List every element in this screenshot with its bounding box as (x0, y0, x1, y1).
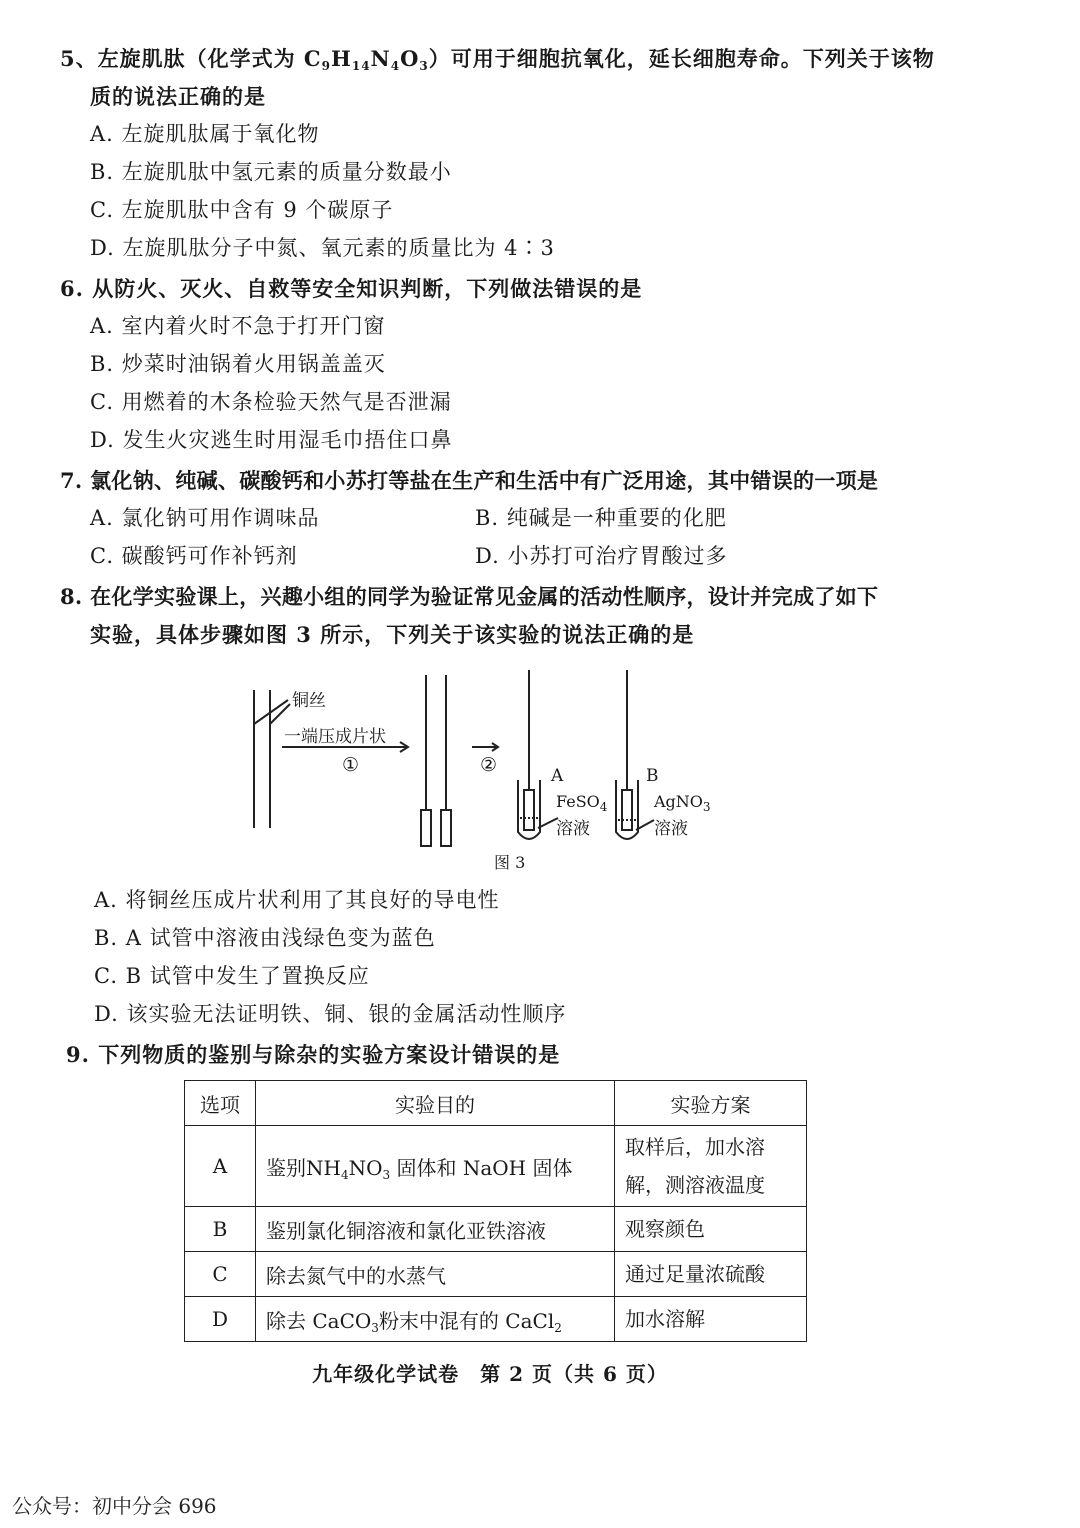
q8-option-c: C. B 试管中发生了置换反应 (94, 964, 370, 988)
row-plan: 通过足量浓硫酸 (615, 1252, 807, 1297)
watermark: 公众号：初中分会 696 (12, 1494, 217, 1518)
q8-stem-line2: 实验，具体步骤如图 3 所示，下列关于该实验的说法正确的是 (90, 622, 695, 647)
solution-a-formula: FeSO$_4$ (556, 792, 608, 814)
q7-stem: 7. 氯化钠、纯碱、碳酸钙和小苏打等盐在生产和生活中有广泛用途，其中错误的一项是 (60, 468, 879, 493)
q5-option-c: C. 左旋肌肽中含有 9 个碳原子 (90, 198, 394, 222)
solution-b-formula: AgNO$_3$ (654, 792, 711, 814)
q9-stem: 9. 下列物质的鉴别与除杂的实验方案设计错误的是 (66, 1042, 561, 1067)
q7-option-c: C. 碳酸钙可作补钙剂 (90, 544, 298, 568)
row-plan: 观察颜色 (615, 1207, 807, 1252)
tube-a-plate (524, 790, 534, 830)
figure-caption: 图 3 (494, 853, 526, 872)
row-goal: 除去 CaCO$_3$粉末中混有的 CaCl$_2$ (256, 1297, 615, 1342)
table-header-row (185, 1081, 807, 1126)
row-option: D (185, 1297, 256, 1342)
table-header: 选项 (185, 1081, 256, 1126)
q6-option-b: B. 炒菜时油锅着火用锅盖盖灭 (90, 352, 386, 376)
step-2-number: ② (480, 754, 498, 776)
flattened-end-right (441, 810, 451, 846)
table-row (185, 1207, 807, 1252)
solution-a-word: 溶液 (556, 819, 590, 839)
step-1-number: ① (342, 754, 360, 776)
page-footer: 九年级化学试卷 第 2 页（共 6 页） (312, 1362, 668, 1386)
q6-option-d: D. 发生火灾逃生时用湿毛巾捂住口鼻 (90, 428, 453, 452)
row-goal: 鉴别氯化铜溶液和氯化亚铁溶液 (256, 1207, 615, 1252)
flattened-end-left (421, 810, 431, 846)
table-row (185, 1297, 807, 1342)
q6-option-c: C. 用燃着的木条检验天然气是否泄漏 (90, 390, 452, 414)
figure-3 (240, 670, 740, 870)
row-option: A (185, 1126, 256, 1207)
q7-option-b: B. 纯碱是一种重要的化肥 (475, 506, 727, 530)
copper-wire-label: 铜丝 (292, 691, 326, 711)
row-goal: 除去氮气中的水蒸气 (256, 1252, 615, 1297)
q6-option-a: A. 室内着火时不急于打开门窗 (90, 314, 386, 338)
solution-b-word: 溶液 (654, 819, 688, 839)
q5-stem-line1: 5、左旋肌肽（化学式为 $C_9H_{14}N_4O_3$）可用于细胞抗氧化，延长细胞寿命。下列关于该物 (60, 46, 935, 73)
q8-option-a: A. 将铜丝压成片状利用了其良好的导电性 (94, 888, 500, 912)
row-plan: 加水溶解 (615, 1297, 807, 1342)
q8-option-d: D. 该实验无法证明铁、铜、银的金属活动性顺序 (94, 1002, 567, 1026)
tube-b-plate (622, 790, 632, 830)
table-header: 实验方案 (615, 1081, 807, 1126)
q5-option-d: D. 左旋肌肽分子中氮、氧元素的质量比为 4∶3 (90, 236, 555, 260)
q7-option-d: D. 小苏打可治疗胃酸过多 (475, 544, 728, 568)
tube-a-label: A (551, 766, 564, 786)
q6-stem: 6. 从防火、灭火、自救等安全知识判断，下列做法错误的是 (60, 276, 643, 301)
q8-option-b: B. A 试管中溶液由浅绿色变为蓝色 (94, 926, 436, 950)
row-option: B (185, 1207, 256, 1252)
tube-b-label: B (646, 766, 659, 786)
row-option: C (185, 1252, 256, 1297)
table-row (185, 1252, 807, 1297)
q7-option-a: A. 氯化钠可用作调味品 (90, 506, 320, 530)
table-header: 实验目的 (256, 1081, 615, 1126)
table-row (185, 1126, 807, 1207)
q5-option-a: A. 左旋肌肽属于氧化物 (90, 122, 320, 146)
step-1-text: 一端压成片状 (284, 727, 386, 747)
row-plan: 取样后，加水溶 解，测溶液温度 (615, 1126, 807, 1207)
q8-stem-line1: 8. 在化学实验课上，兴趣小组的同学为验证常见金属的活动性顺序，设计并完成了如下 (60, 584, 879, 609)
row-goal: 鉴别$NH_4NO_3$ 固体和 NaOH 固体 (256, 1126, 615, 1207)
q9-table (184, 1080, 807, 1342)
q5-option-b: B. 左旋肌肽中氢元素的质量分数最小 (90, 160, 452, 184)
q5-stem-line2: 质的说法正确的是 (90, 84, 266, 109)
wire-label-pointer-2 (270, 704, 290, 724)
